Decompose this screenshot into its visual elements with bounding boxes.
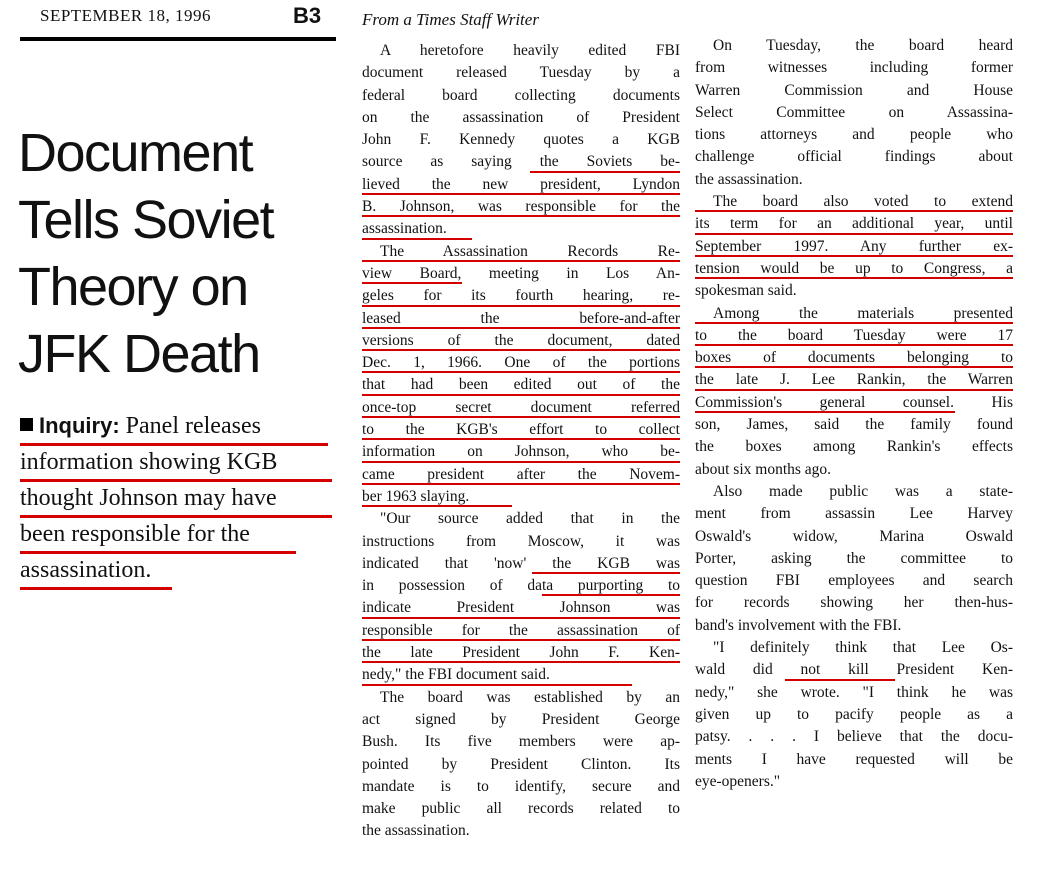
article-line-text: John F. Kennedy quotes a KGB <box>362 131 680 149</box>
article-line-text: indicate President Johnson was <box>362 599 680 617</box>
article-line-text: pointed by President Clinton. Its <box>362 755 680 773</box>
article-line <box>362 531 680 553</box>
deck-text: information showing KGB <box>20 449 278 475</box>
article-line-text: federal board collecting documents <box>362 86 680 104</box>
article-line <box>695 347 1013 369</box>
article-line-text: came president after the Novem- <box>362 465 680 483</box>
article-line-text: eye-openers." <box>695 772 781 790</box>
deck-label: Inquiry: <box>39 413 120 438</box>
red-underline <box>695 277 1013 279</box>
headline-line: Document <box>18 123 253 183</box>
article-line <box>695 414 1013 436</box>
article-line-text: ment from assassin Lee Harvey <box>695 505 1013 523</box>
byline: From a Times Staff Writer <box>362 10 539 29</box>
red-underline <box>695 411 955 413</box>
article-line <box>695 280 1013 302</box>
headline <box>18 120 338 388</box>
article-line-text: ments I have requested will be <box>695 750 1013 768</box>
red-underline <box>362 282 462 284</box>
deck-line <box>20 554 340 590</box>
article-line-text: challenge official findings about <box>695 148 1013 166</box>
deck-text: assassination. <box>20 557 152 583</box>
article-line-text: Dec. 1, 1966. One of the portions <box>362 354 680 372</box>
article-line <box>695 481 1013 503</box>
deck <box>20 410 340 590</box>
article-line-text: information on Johnson, who be- <box>362 443 680 461</box>
red-underline <box>362 371 680 373</box>
article-line <box>695 303 1013 325</box>
deck-line <box>20 482 340 518</box>
article-line <box>695 526 1013 548</box>
article-line <box>695 637 1013 659</box>
article-line-text: once-top secret document referred <box>362 398 680 416</box>
article-line <box>362 820 680 842</box>
article-line <box>362 285 680 307</box>
article-line-text: the assassination. <box>695 170 803 188</box>
red-underline <box>695 389 1013 391</box>
red-underline <box>695 233 1013 235</box>
headline-line: Theory on <box>18 257 248 317</box>
article-line <box>362 508 680 530</box>
article-column-2 <box>695 35 1013 793</box>
red-underline <box>530 171 680 173</box>
article-line <box>362 597 680 619</box>
red-underline <box>20 587 172 590</box>
article-line <box>362 754 680 776</box>
red-underline <box>695 322 1013 324</box>
article-line <box>695 548 1013 570</box>
article-line <box>362 397 680 419</box>
article-line-text: wald did not kill President Ken- <box>695 661 1013 679</box>
article-line <box>362 352 680 374</box>
red-underline <box>362 305 680 307</box>
article-line <box>695 749 1013 771</box>
article-line <box>695 80 1013 102</box>
article-line-text: spokesman said. <box>695 282 797 300</box>
article-line-text: Oswald's widow, Marina Oswald <box>695 527 1013 545</box>
deck-text: been responsible for the <box>20 521 250 547</box>
article-line-text: On Tuesday, the board heard <box>713 37 1013 54</box>
article-line-text: mandate is to identify, secure and <box>362 777 680 795</box>
article-line-text: September 1997. Any further ex- <box>695 237 1013 255</box>
article-line-text: assassination. <box>362 220 447 238</box>
red-underline <box>695 210 1013 212</box>
article-line <box>695 236 1013 258</box>
article-line <box>695 146 1013 168</box>
article-line-text: source as saying the Soviets be- <box>362 153 680 171</box>
red-underline <box>362 327 680 329</box>
red-underline <box>695 255 1013 257</box>
article-line <box>362 308 680 330</box>
red-underline <box>362 193 680 195</box>
article-line <box>362 642 680 664</box>
article-line-text: for records showing her then-hus- <box>695 594 1013 612</box>
article-line-text: boxes of documents belonging to <box>695 349 1013 367</box>
article-line-text: indicated that 'now' the KGB was <box>362 554 680 572</box>
red-underline <box>362 416 680 418</box>
article-line <box>362 620 680 642</box>
article-line <box>695 771 1013 793</box>
article-line-text: "I definitely think that Lee Os- <box>713 639 1013 657</box>
article-line-text: band's involvement with the FBI. <box>695 616 902 634</box>
article-line-text: lieved the new president, Lyndon <box>362 175 680 193</box>
article-line-text: versions of the document, dated <box>362 331 680 349</box>
article-line <box>362 709 680 731</box>
article-column-1 <box>362 40 680 843</box>
deck-line <box>20 518 340 554</box>
article-line <box>362 62 680 84</box>
article-line-text: tions attorneys and people who <box>695 126 1013 144</box>
article-line <box>695 102 1013 124</box>
red-underline <box>362 349 680 351</box>
deck-line <box>20 446 340 482</box>
article-line-text: on the assassination of President <box>362 108 680 126</box>
article-line <box>695 258 1013 280</box>
article-line <box>695 459 1013 481</box>
article-line-text: Bush. Its five members were ap- <box>362 733 680 751</box>
article-line-text: Select Committee on Assassina- <box>695 103 1013 121</box>
article-line <box>695 615 1013 637</box>
article-line-text: ber 1963 slaying. <box>362 487 470 505</box>
red-underline <box>362 260 680 262</box>
article-line-text: to the KGB's effort to collect <box>362 421 680 439</box>
article-line <box>362 776 680 798</box>
article-line <box>695 369 1013 391</box>
article-line-text: document released Tuesday by a <box>362 64 680 82</box>
dateline: SEPTEMBER 18, 1996 <box>40 6 211 25</box>
article-line <box>362 486 680 508</box>
article-line <box>695 213 1013 235</box>
article-line <box>362 419 680 441</box>
article-line-text: Also made public was a state- <box>713 482 1013 500</box>
article-line <box>695 659 1013 681</box>
article-line <box>695 682 1013 704</box>
red-underline <box>362 461 680 463</box>
red-underline <box>362 684 632 686</box>
headline-line: Tells Soviet <box>18 190 274 250</box>
red-underline <box>362 483 680 485</box>
deck-line <box>20 410 340 446</box>
article-line-text: instructions from Moscow, it was <box>362 532 680 550</box>
red-underline <box>695 366 1013 368</box>
article-line <box>362 151 680 173</box>
red-underline <box>542 594 680 596</box>
article-line-text: the late J. Lee Rankin, the Warren <box>695 371 1013 389</box>
red-underline <box>785 679 895 681</box>
article-line <box>362 263 680 285</box>
article-line-text: Among the materials presented <box>713 304 1013 322</box>
deck-text: Panel releases <box>119 413 261 439</box>
red-underline <box>362 617 680 619</box>
article-line-text: responsible for the assassination of <box>362 621 680 639</box>
article-line-text: The Assassination Records Re- <box>380 242 680 260</box>
article-line-text: make public all records related to <box>362 800 680 818</box>
article-line-text: given up to pacify people as a <box>695 705 1013 723</box>
red-underline <box>362 639 680 641</box>
article-line-text: act signed by President George <box>362 710 680 728</box>
article-line-text: A heretofore heavily edited FBI <box>380 42 680 59</box>
article-line-text: nedy," the FBI document said. <box>362 666 550 684</box>
article-line <box>695 592 1013 614</box>
red-underline <box>362 394 680 396</box>
article-line-text: patsy. . . . I believe that the docu- <box>695 728 1013 746</box>
article-line <box>362 241 680 263</box>
article-line <box>695 191 1013 213</box>
article-line-text: view Board, meeting in Los An- <box>362 264 680 282</box>
article-line <box>362 798 680 820</box>
article-line <box>362 687 680 709</box>
article-line-text: leased the before-and-after <box>362 309 680 327</box>
article-line-text: the late President John F. Ken- <box>362 644 680 662</box>
article-line <box>362 374 680 396</box>
header-rule <box>20 37 336 41</box>
article-line-text: B. Johnson, was responsible for the <box>362 198 680 216</box>
article-line <box>695 57 1013 79</box>
article-line <box>362 107 680 129</box>
red-underline <box>695 344 1013 346</box>
article-line-text: to the board Tuesday were 17 <box>695 326 1013 344</box>
article-line <box>695 35 1013 57</box>
article-line <box>695 726 1013 748</box>
article-line-text: Porter, asking the committee to <box>695 549 1013 567</box>
article-line <box>695 169 1013 191</box>
article-line-text: Warren Commission and House <box>695 81 1013 99</box>
article-line <box>695 436 1013 458</box>
article-line <box>362 731 680 753</box>
square-bullet-icon <box>20 418 33 431</box>
article-line <box>695 392 1013 414</box>
article-line-text: geles for its fourth hearing, re- <box>362 287 680 305</box>
article-line <box>362 40 680 62</box>
article-line <box>362 441 680 463</box>
article-line <box>362 575 680 597</box>
article-line-text: The board also voted to extend <box>713 193 1013 211</box>
article-line <box>362 464 680 486</box>
article-line <box>362 330 680 352</box>
article-line-text: the boxes among Rankin's effects <box>695 438 1013 456</box>
article-line-text: in possession of data purporting to <box>362 577 680 595</box>
article-line <box>695 570 1013 592</box>
article-line-text: Commission's general counsel. His <box>695 393 1013 411</box>
article-line-text: its term for an additional year, until <box>695 215 1013 233</box>
article-line-text: nedy," she wrote. "I think he was <box>695 683 1013 701</box>
article-line <box>695 325 1013 347</box>
article-line-text: the assassination. <box>362 822 470 840</box>
red-underline <box>362 215 680 217</box>
article-line <box>362 218 680 240</box>
red-underline <box>362 505 512 507</box>
article-line-text: son, James, said the family found <box>695 416 1013 434</box>
red-underline <box>532 572 680 574</box>
red-underline <box>362 661 680 663</box>
article-line <box>362 196 680 218</box>
article-line <box>695 704 1013 726</box>
article-line-text: tension would be up to Congress, a <box>695 259 1013 277</box>
deck-text: thought Johnson may have <box>20 485 277 511</box>
headline-line: JFK Death <box>18 324 260 384</box>
red-underline <box>362 438 680 440</box>
article-line <box>362 553 680 575</box>
article-line-text: question FBI employees and search <box>695 572 1013 590</box>
article-line-text: that had been edited out of the <box>362 376 680 394</box>
article-line-text: about six months ago. <box>695 460 832 478</box>
article-line-text: from witnesses including former <box>695 59 1013 77</box>
article-line <box>695 503 1013 525</box>
red-underline <box>362 238 472 240</box>
article-line-text: "Our source added that in the <box>380 510 680 528</box>
article-line-text: The board was established by an <box>380 688 680 706</box>
article-line <box>362 664 680 686</box>
article-line <box>362 174 680 196</box>
article-line <box>362 129 680 151</box>
page-number: B3 <box>293 3 322 28</box>
article-line <box>362 85 680 107</box>
article-line <box>695 124 1013 146</box>
